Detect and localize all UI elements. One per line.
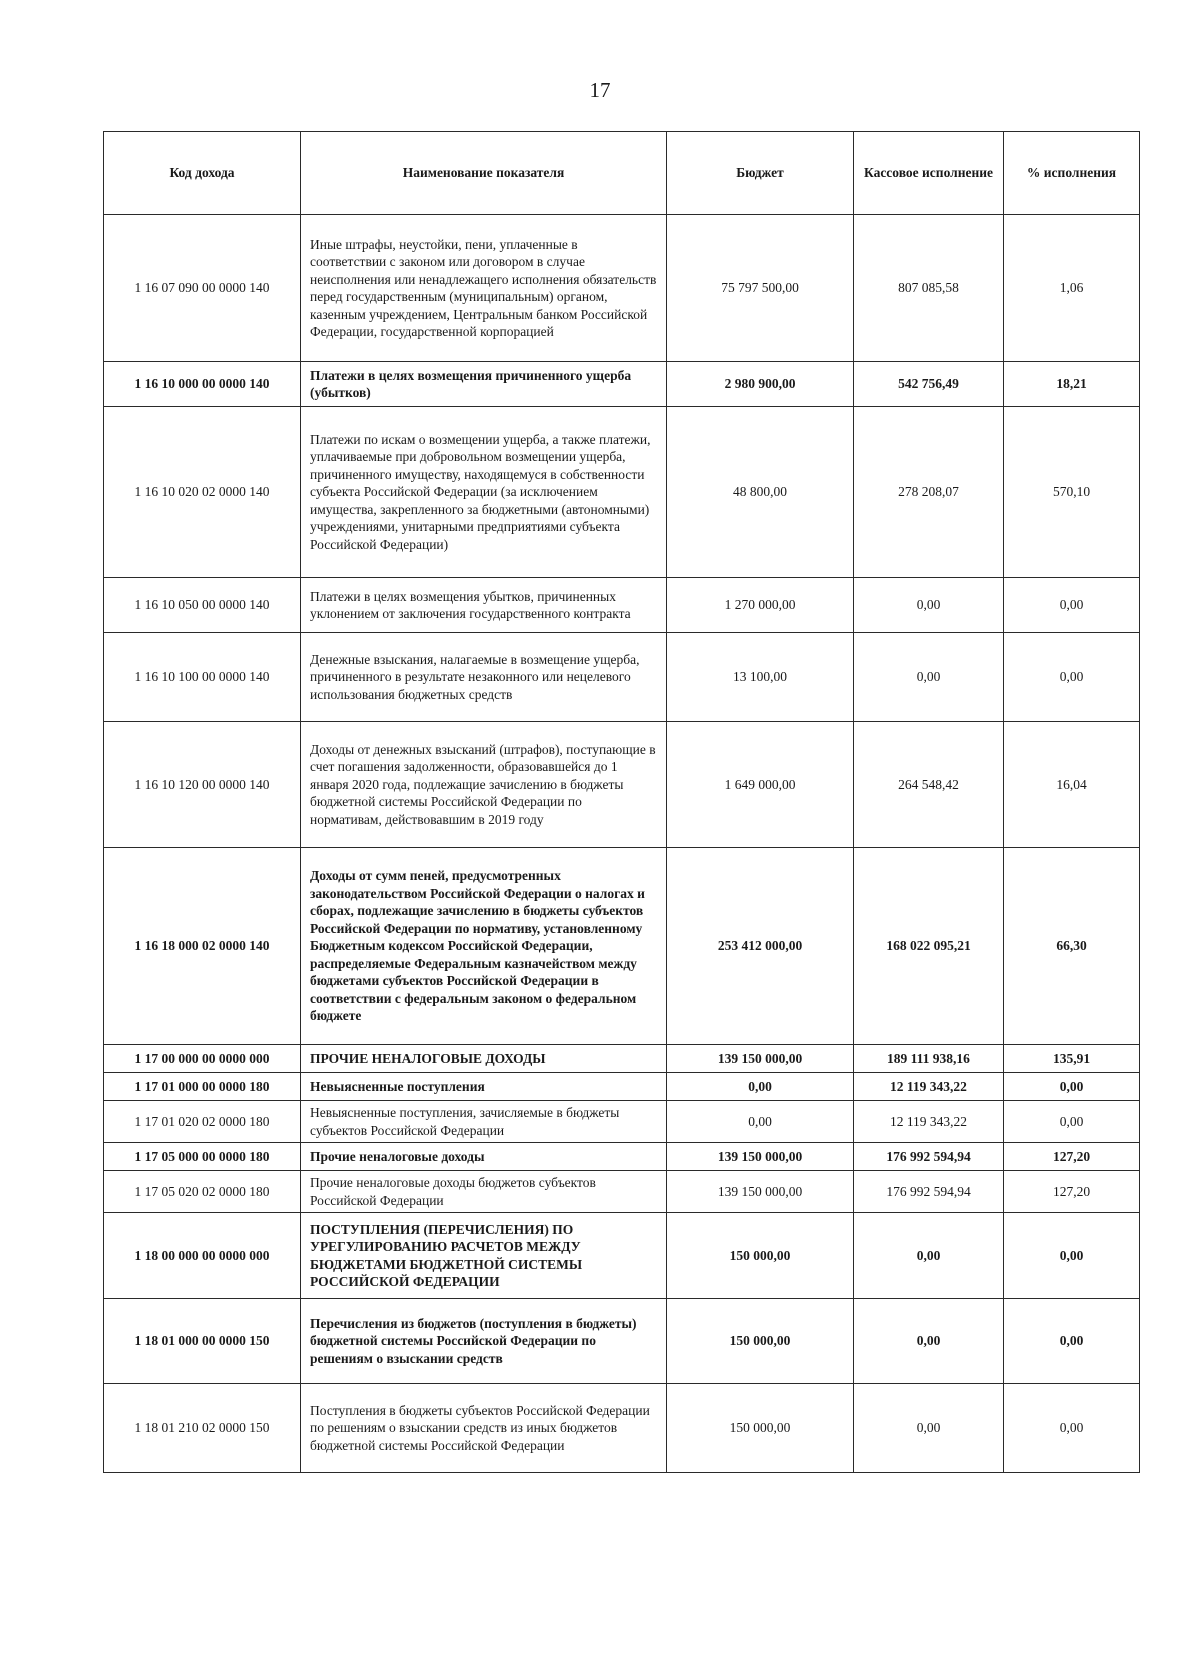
row-budget: 139 150 000,00 bbox=[667, 1143, 854, 1171]
row-name: ПРОЧИЕ НЕНАЛОГОВЫЕ ДОХОДЫ bbox=[301, 1045, 667, 1073]
row-code: 1 17 01 020 02 0000 180 bbox=[104, 1101, 301, 1143]
row-percent: 0,00 bbox=[1004, 633, 1140, 722]
row-code: 1 17 00 000 00 0000 000 bbox=[104, 1045, 301, 1073]
row-budget: 2 980 900,00 bbox=[667, 362, 854, 407]
row-execution: 0,00 bbox=[854, 633, 1004, 722]
row-name: Доходы от денежных взысканий (штрафов), поступающие в счет погашения задолженности, образовавшейся до 1 января 2020 года, подлежащие зачислению в бюджеты бюджетной системы Российской Федерации по нормативам, действовавшим в 2019 году bbox=[301, 722, 667, 848]
row-name: Платежи по искам о возмещении ущерба, а также платежи, уплачиваемые при добровольном возмещении ущерба, причиненного имуществу, находящемуся в собственности субъекта Российской Федерации (за исключением имущества, закрепленного за бюджетными (автономными) учреждениями, унитарными предприятиями субъекта Российской Федерации) bbox=[301, 407, 667, 578]
table-body bbox=[104, 215, 1140, 1473]
table-row bbox=[104, 407, 1140, 578]
row-percent: 0,00 bbox=[1004, 1384, 1140, 1473]
row-code: 1 18 00 000 00 0000 000 bbox=[104, 1213, 301, 1299]
row-execution: 542 756,49 bbox=[854, 362, 1004, 407]
row-budget: 150 000,00 bbox=[667, 1299, 854, 1384]
row-percent: 0,00 bbox=[1004, 1101, 1140, 1143]
table-row bbox=[104, 215, 1140, 362]
table-row bbox=[104, 633, 1140, 722]
row-budget: 48 800,00 bbox=[667, 407, 854, 578]
header-name: Наименование показателя bbox=[301, 132, 667, 215]
row-percent: 16,04 bbox=[1004, 722, 1140, 848]
header-budget: Бюджет bbox=[667, 132, 854, 215]
row-execution: 807 085,58 bbox=[854, 215, 1004, 362]
table-row bbox=[104, 1073, 1140, 1101]
row-code: 1 17 05 020 02 0000 180 bbox=[104, 1171, 301, 1213]
row-name: Невыясненные поступления, зачисляемые в бюджеты субъектов Российской Федерации bbox=[301, 1101, 667, 1143]
row-code: 1 16 18 000 02 0000 140 bbox=[104, 848, 301, 1045]
table-row bbox=[104, 722, 1140, 848]
page-number: 17 bbox=[589, 78, 611, 102]
table-row bbox=[104, 578, 1140, 633]
row-budget: 13 100,00 bbox=[667, 633, 854, 722]
row-name: Иные штрафы, неустойки, пени, уплаченные в соответствии с законом или договором в случае неисполнения или ненадлежащего исполнения обязательств перед государственным (муниципальным) органом, казенным учреждением, Центральным банком Российской Федерации, государственной корпорацией bbox=[301, 215, 667, 362]
row-execution: 12 119 343,22 bbox=[854, 1101, 1004, 1143]
row-execution: 278 208,07 bbox=[854, 407, 1004, 578]
row-budget: 253 412 000,00 bbox=[667, 848, 854, 1045]
row-budget: 139 150 000,00 bbox=[667, 1045, 854, 1073]
row-code: 1 17 01 000 00 0000 180 bbox=[104, 1073, 301, 1101]
row-percent: 570,10 bbox=[1004, 407, 1140, 578]
table-row bbox=[104, 1299, 1140, 1384]
row-code: 1 18 01 000 00 0000 150 bbox=[104, 1299, 301, 1384]
table-row bbox=[104, 848, 1140, 1045]
row-name: Платежи в целях возмещения убытков, причиненных уклонением от заключения государственного контракта bbox=[301, 578, 667, 633]
table-row bbox=[104, 1171, 1140, 1213]
row-code: 1 16 10 050 00 0000 140 bbox=[104, 578, 301, 633]
row-percent: 0,00 bbox=[1004, 578, 1140, 633]
row-name: Прочие неналоговые доходы бюджетов субъектов Российской Федерации bbox=[301, 1171, 667, 1213]
row-percent: 0,00 bbox=[1004, 1299, 1140, 1384]
header-execution: Кассовое исполнение bbox=[854, 132, 1004, 215]
row-code: 1 16 10 120 00 0000 140 bbox=[104, 722, 301, 848]
table-row bbox=[104, 1045, 1140, 1073]
row-code: 1 16 10 100 00 0000 140 bbox=[104, 633, 301, 722]
row-percent: 127,20 bbox=[1004, 1143, 1140, 1171]
row-budget: 75 797 500,00 bbox=[667, 215, 854, 362]
row-percent: 18,21 bbox=[1004, 362, 1140, 407]
row-budget: 0,00 bbox=[667, 1073, 854, 1101]
row-name: Платежи в целях возмещения причиненного ущерба (убытков) bbox=[301, 362, 667, 407]
header-code: Код дохода bbox=[104, 132, 301, 215]
row-execution: 0,00 bbox=[854, 1299, 1004, 1384]
row-name: Доходы от сумм пеней, предусмотренных законодательством Российской Федерации о налогах и сборах, подлежащие зачислению в бюджеты субъектов Российской Федерации по нормативу, установленному Бюджетным кодексом Российской Федерации, распределяемые Федеральным казначейством между бюджетами субъектов Российской Федерации в соответствии с федеральным законом о федеральном бюджете bbox=[301, 848, 667, 1045]
revenue-table bbox=[103, 131, 1140, 1473]
row-percent: 135,91 bbox=[1004, 1045, 1140, 1073]
row-budget: 150 000,00 bbox=[667, 1384, 854, 1473]
row-execution: 0,00 bbox=[854, 1213, 1004, 1299]
row-execution: 12 119 343,22 bbox=[854, 1073, 1004, 1101]
row-budget: 1 649 000,00 bbox=[667, 722, 854, 848]
header-percent: % исполнения bbox=[1004, 132, 1140, 215]
row-code: 1 18 01 210 02 0000 150 bbox=[104, 1384, 301, 1473]
row-execution: 168 022 095,21 bbox=[854, 848, 1004, 1045]
row-execution: 0,00 bbox=[854, 578, 1004, 633]
row-percent: 0,00 bbox=[1004, 1073, 1140, 1101]
row-name: Поступления в бюджеты субъектов Российской Федерации по решениям о взыскании средств из иных бюджетов бюджетной системы Российской Федерации bbox=[301, 1384, 667, 1473]
row-execution: 176 992 594,94 bbox=[854, 1171, 1004, 1213]
row-percent: 0,00 bbox=[1004, 1213, 1140, 1299]
row-name: ПОСТУПЛЕНИЯ (ПЕРЕЧИСЛЕНИЯ) ПО УРЕГУЛИРОВАНИЮ РАСЧЕТОВ МЕЖДУ БЮДЖЕТАМИ БЮДЖЕТНОЙ СИСТЕМЫ РОССИЙСКОЙ ФЕДЕРАЦИИ bbox=[301, 1213, 667, 1299]
row-percent: 1,06 bbox=[1004, 215, 1140, 362]
table-row bbox=[104, 1213, 1140, 1299]
row-name: Прочие неналоговые доходы bbox=[301, 1143, 667, 1171]
row-code: 1 16 07 090 00 0000 140 bbox=[104, 215, 301, 362]
row-name: Денежные взыскания, налагаемые в возмещение ущерба, причиненного в результате незаконного или нецелевого использования бюджетных средств bbox=[301, 633, 667, 722]
row-percent: 127,20 bbox=[1004, 1171, 1140, 1213]
row-name: Невыясненные поступления bbox=[301, 1073, 667, 1101]
row-code: 1 16 10 000 00 0000 140 bbox=[104, 362, 301, 407]
table-row bbox=[104, 1143, 1140, 1171]
row-budget: 150 000,00 bbox=[667, 1213, 854, 1299]
row-execution: 189 111 938,16 bbox=[854, 1045, 1004, 1073]
row-budget: 1 270 000,00 bbox=[667, 578, 854, 633]
row-name: Перечисления из бюджетов (поступления в бюджеты) бюджетной системы Российской Федерации по решениям о взыскании средств bbox=[301, 1299, 667, 1384]
row-execution: 176 992 594,94 bbox=[854, 1143, 1004, 1171]
row-code: 1 16 10 020 02 0000 140 bbox=[104, 407, 301, 578]
row-execution: 264 548,42 bbox=[854, 722, 1004, 848]
table-row bbox=[104, 1101, 1140, 1143]
table-row bbox=[104, 362, 1140, 407]
row-budget: 0,00 bbox=[667, 1101, 854, 1143]
row-budget: 139 150 000,00 bbox=[667, 1171, 854, 1213]
row-percent: 66,30 bbox=[1004, 848, 1140, 1045]
row-code: 1 17 05 000 00 0000 180 bbox=[104, 1143, 301, 1171]
table-row bbox=[104, 1384, 1140, 1473]
row-execution: 0,00 bbox=[854, 1384, 1004, 1473]
table-header-row bbox=[104, 132, 1140, 215]
